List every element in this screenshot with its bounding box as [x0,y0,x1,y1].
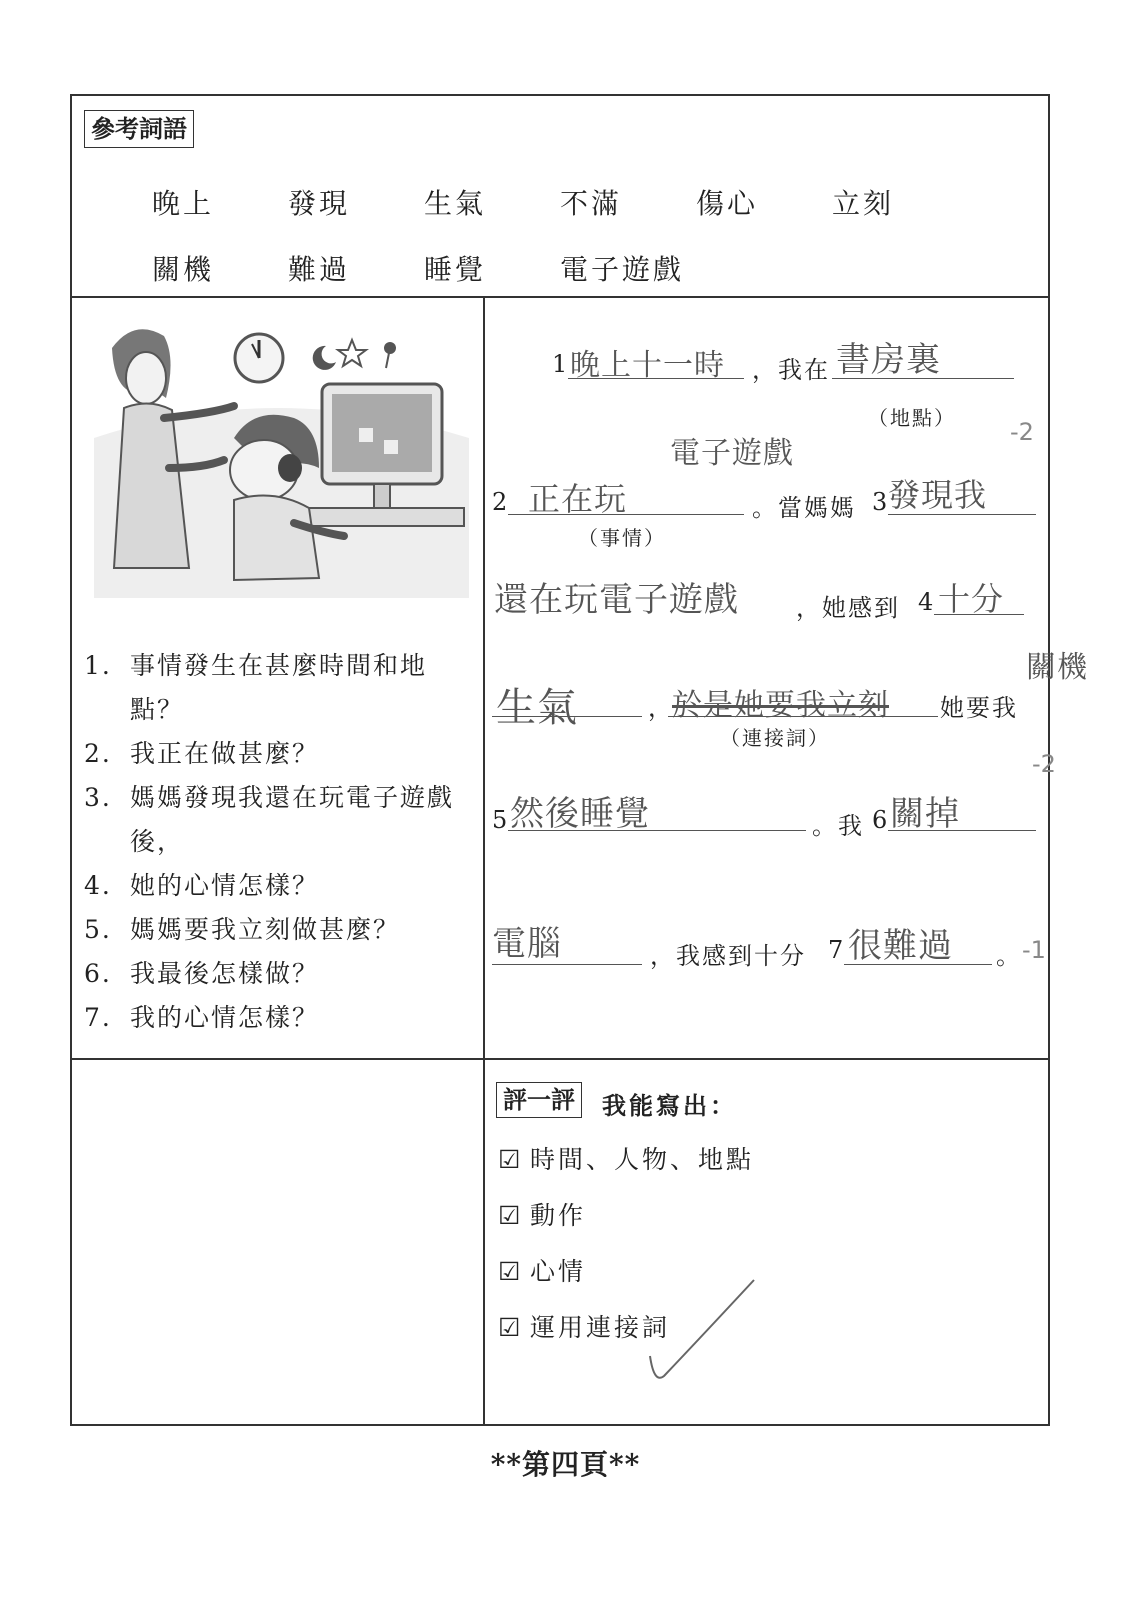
evaluation-title: 我能寫出： [602,1091,737,1120]
teacher-checkmark-icon [642,1276,762,1386]
divider-reference [72,296,1048,298]
reference-word: 傷心 [696,187,759,220]
passage-text: ，我感到十分 [650,942,806,970]
label-place: （地點） [868,406,956,430]
handwritten-answer-action-continued: 電腦 [492,924,562,964]
handwritten-answer-instruction: 然後睡覺 [510,794,650,834]
blank-number: 3 [872,488,890,516]
reference-word: 晚上 [152,187,215,220]
evaluation-item: ☑ 心情 [498,1257,587,1286]
label-event: （事情） [578,526,666,550]
question-item: 7. 我的心情怎樣？ [84,1003,320,1032]
evaluation-item: ☑ 時間、人物、地點 [498,1145,755,1174]
passage-text: 。我 [812,812,864,840]
question-item: 6. 我最後怎樣做？ [84,959,320,988]
question-item: 2. 我正在做甚麼？ [84,739,320,768]
clock-icon [235,334,283,382]
evaluation-item: ☑ 運用連接詞 [498,1313,671,1342]
grade-mark: -2 [1032,750,1056,778]
passage-text: 她要我 [940,694,1018,722]
answer-blank-action-continued [492,964,642,965]
label-connector: （連接詞） [720,726,830,750]
reference-word: 睡覺 [424,253,487,286]
checkbox-checked-icon: ☑ [498,1257,524,1286]
reference-words-label: 參考詞語 [84,110,194,148]
checkbox-checked-icon: ☑ [498,1201,524,1230]
blank-number: 2 [492,488,510,516]
question-item: 4. 她的心情怎樣？ [84,871,320,900]
handwritten-answer-action: 關掉 [890,794,960,834]
handwritten-answer-feeling: 十分 [938,580,1005,618]
question-item: 5. 媽媽要我立刻做甚麼？ [84,915,401,944]
handwritten-answer-event: 正在玩 [528,480,628,518]
answer-blank-feeling-continued [492,716,642,717]
evaluation-item: ☑ 動作 [498,1201,587,1230]
blank-number: 6 [872,806,890,834]
worksheet-table [70,94,1088,1426]
passage-text: ， [648,694,674,722]
handwritten-correction: 電子遊戲 [670,436,794,471]
illustration-mother-scolding-boy [94,318,469,598]
checkbox-checked-icon: ☑ [498,1313,524,1342]
handwritten-answer-place: 書房裏 [836,340,941,380]
handwritten-answer-my-feeling: 很難過 [848,926,953,966]
checkbox-checked-icon: ☑ [498,1145,524,1174]
reference-word: 立刻 [832,187,895,220]
column-divider [483,298,485,1424]
reference-word: 關機 [152,253,215,286]
divider-evaluation [72,1058,1048,1060]
question-item: 3. 媽媽發現我還在玩電子遊戲後， [84,783,455,856]
blank-number: 1 [552,350,570,378]
handwritten-answer-discovery: 發現我 [888,476,988,514]
reference-word: 生氣 [424,187,487,220]
handwritten-margin-correction: 關機 [1026,650,1088,685]
blank-number: 4 [918,588,936,616]
reference-word: 發現 [288,187,351,220]
handwritten-answer-time: 晚上十一時 [570,348,725,383]
passage-text: ，她感到 [796,594,900,622]
grade-mark: -2 [1010,418,1034,446]
grade-mark: -1 [1022,936,1046,964]
question-list [82,644,477,1040]
passage-text: ，我在 [752,356,830,384]
evaluation-label: 評一評 [496,1082,582,1118]
reference-word: 難過 [288,253,351,286]
question-item: 1. 事情發生在甚麼時間和地點？ [84,651,428,724]
reference-word: 不滿 [560,187,623,220]
blank-number: 7 [828,936,846,964]
handwritten-answer-feeling-continued: 生氣 [496,685,578,731]
page-number-footer: **第四頁** [490,1448,641,1481]
handwritten-answer-discovery-continued: 還在玩電子遊戲 [494,580,739,620]
passage-text: 。當媽媽 [752,494,856,522]
handwritten-answer-connector: 於是她要我立刻 [672,688,889,723]
reference-word: 電子遊戲 [560,253,685,286]
blank-number: 5 [492,806,510,834]
passage-text: 。 [996,942,1022,970]
